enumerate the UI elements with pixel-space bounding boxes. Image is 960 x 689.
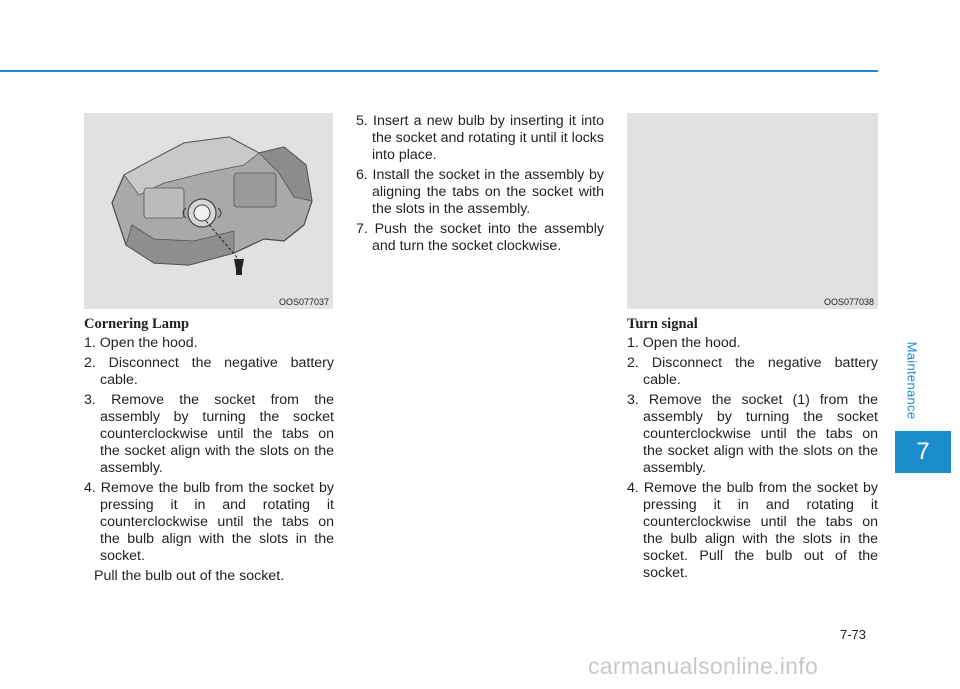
step: 3. Remove the socket from the assembly by turning the socket counterclockwise until the tabs on the socket align with the slots on the assembly. [84, 392, 334, 476]
step: 1. Open the hood. [627, 335, 741, 351]
watermark: carmanualsonline.info [588, 653, 819, 679]
step: 5. Insert a new bulb by inserting it into the socket and rotating it until it locks into place. [356, 113, 604, 163]
page-number: 7-73 [840, 627, 867, 642]
chapter-number: 7 [895, 431, 951, 473]
section-heading: Turn signal [627, 316, 698, 332]
step: 7. Push the socket into the assembly and turn the socket clockwise. [356, 221, 604, 254]
step-note: Pull the bulb out of the socket. [94, 568, 285, 584]
figure-cornering-lamp [84, 113, 333, 309]
chapter-label-text: Maintenance [904, 341, 920, 419]
step: 2. Disconnect the negative battery cable. [84, 355, 334, 388]
headlamp-assembly-illustration [84, 113, 333, 309]
step: 2. Disconnect the negative battery cable. [627, 355, 878, 388]
step: 4. Remove the bulb from the socket by pressing it in and rotating it counterclockwise until the tabs on the bulb align with the slots in the socket. [84, 480, 334, 564]
step: 1. Open the hood. [84, 335, 198, 351]
left-column [84, 316, 334, 588]
chapter-label [898, 330, 926, 430]
step: 3. Remove the socket (1) from the assembly by turning the socket counterclockwise until the tabs on the socket align with the slots on the assembly. [627, 392, 878, 476]
section-heading: Cornering Lamp [84, 316, 190, 332]
figure-turn-signal [627, 113, 878, 309]
header-rule [0, 70, 878, 72]
figure-code: OOS077037 [278, 297, 329, 307]
step: 4. Remove the bulb from the socket by pressing it in and rotating it counterclockwise until the tabs on the bulb align with the slots in the socket. Pull the bulb out of the socket. [627, 480, 878, 581]
right-column [627, 316, 878, 585]
middle-column [356, 113, 604, 258]
step: 6. Install the socket in the assembly by aligning the tabs on the socket with the slots in the assembly. [356, 167, 604, 217]
figure-code: OOS077038 [823, 297, 874, 307]
